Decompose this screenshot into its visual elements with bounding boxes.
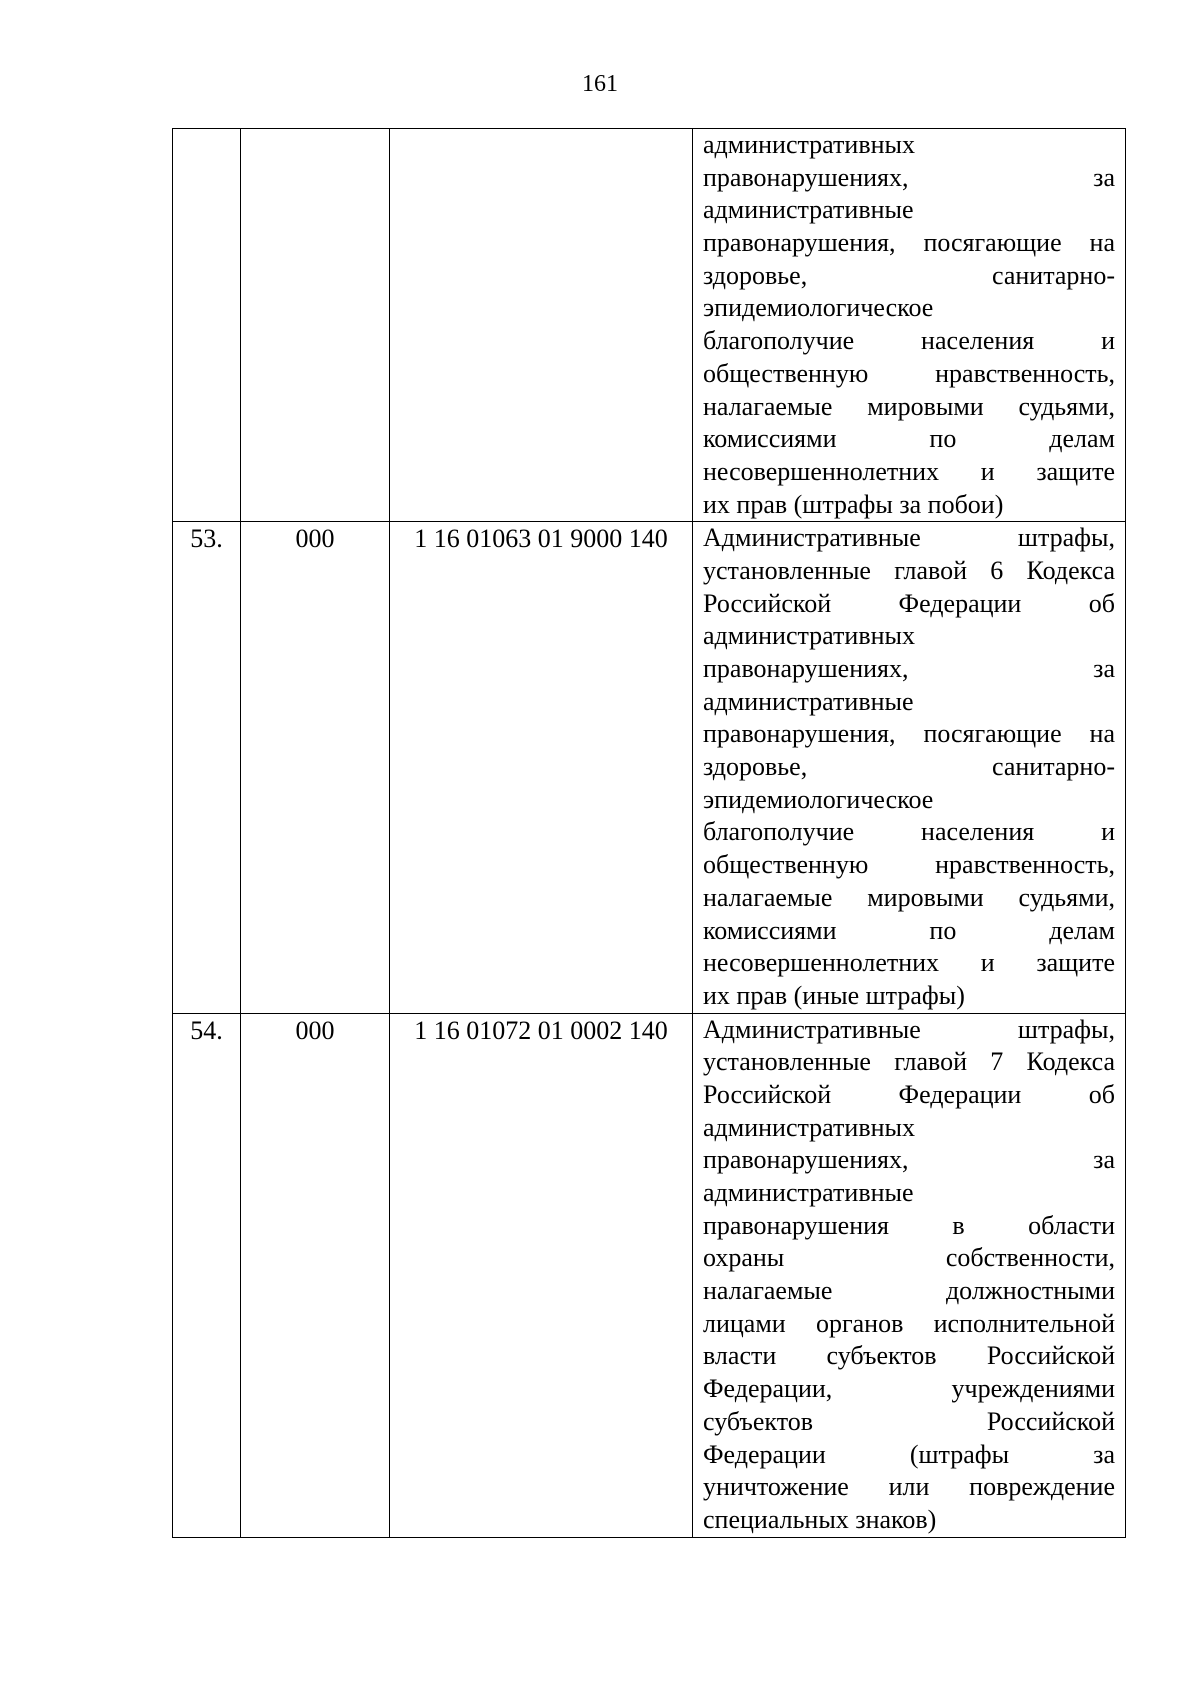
description-line: административных — [703, 1112, 915, 1142]
description-line: охраны собственности, — [703, 1243, 1115, 1273]
table-row — [173, 1013, 1126, 1537]
admin-code-cell — [241, 1013, 390, 1537]
row-number-cell — [173, 1013, 241, 1537]
row-number-cell-text: 54. — [190, 1015, 223, 1045]
admin-code-cell-text — [241, 129, 389, 130]
description-line: правонарушениях, за — [703, 1145, 1115, 1175]
admin-code-cell — [241, 129, 390, 522]
description-line: налагаемые должностными — [703, 1276, 1115, 1306]
description-line: правонарушения в области — [703, 1210, 1115, 1240]
kbk-code-cell-text — [390, 129, 692, 130]
description-line: эпидемиологическое — [703, 784, 934, 814]
description-line: административных — [703, 621, 915, 651]
description-line: установленные главой 7 Кодекса — [703, 1047, 1115, 1077]
kbk-code-cell-text: 1 16 01063 01 9000 140 — [414, 524, 668, 554]
kbk-code-cell-text: 1 16 01072 01 0002 140 — [414, 1015, 668, 1045]
description-line: налагаемые мировыми судьями, — [703, 882, 1115, 912]
description-line: административные — [703, 195, 914, 225]
description-line: административные — [703, 1178, 914, 1207]
description-line: их прав (иные штрафы) — [703, 980, 965, 1010]
admin-code-cell-text: 000 — [295, 1015, 335, 1045]
description-line: уничтожение или повреждение — [703, 1472, 1115, 1502]
description-line: здоровье, санитарно- — [703, 260, 1115, 290]
row-number-cell — [173, 129, 241, 522]
description-line: здоровье, санитарно- — [703, 752, 1115, 782]
description-line: налагаемые мировыми судьями, — [703, 391, 1115, 421]
description-line: Федерации (штрафы за — [703, 1439, 1115, 1469]
description-line: комиссиями по делам — [703, 424, 1115, 454]
description-line: благополучие населения и — [703, 817, 1115, 847]
table-body — [173, 129, 1126, 1538]
revenue-codes-table — [172, 128, 1126, 1538]
kbk-code-cell — [390, 1013, 693, 1537]
description-line: Российской Федерации об — [703, 1079, 1115, 1109]
description-line: правонарушениях, за — [703, 654, 1115, 683]
description-line: специальных знаков) — [703, 1504, 937, 1534]
row-number-cell-text — [173, 129, 240, 130]
row-number-cell — [173, 522, 241, 1013]
description-line: правонарушения, посягающие на — [703, 719, 1115, 749]
description-cell — [693, 522, 1126, 1013]
description-line: Российской Федерации об — [703, 588, 1115, 618]
description-cell — [693, 1013, 1126, 1537]
kbk-code-cell — [390, 522, 693, 1013]
admin-code-cell — [241, 522, 390, 1013]
admin-code-cell-text: 000 — [295, 524, 335, 554]
description-line: Административные штрафы, — [703, 1014, 1115, 1044]
description-line: установленные главой 6 Кодекса — [703, 555, 1115, 585]
description-line: Административные штрафы, — [703, 523, 1115, 553]
description-line: их прав (штрафы за побои) — [703, 489, 1004, 519]
description-line: комиссиями по делам — [703, 915, 1115, 945]
table-row — [173, 129, 1126, 522]
description-line: несовершеннолетних и защите — [703, 948, 1115, 978]
kbk-code-cell — [390, 129, 693, 522]
description-line: несовершеннолетних и защите — [703, 456, 1115, 486]
description-line: общественную нравственность, — [703, 850, 1115, 880]
description-line: власти субъектов Российской — [703, 1341, 1115, 1371]
description-line: эпидемиологическое — [703, 293, 934, 323]
description-line: административных — [703, 130, 915, 159]
row-number-cell-text: 53. — [190, 524, 223, 554]
page-number: 161 — [582, 71, 618, 97]
description-line: административные — [703, 686, 914, 716]
description-line: правонарушения, посягающие на — [703, 228, 1115, 258]
description-line: Федерации, учреждениями — [703, 1374, 1115, 1404]
description-line: общественную нравственность, — [703, 358, 1115, 388]
description-line: правонарушениях, за — [703, 162, 1115, 192]
description-line: лицами органов исполнительной — [703, 1308, 1115, 1338]
description-cell — [693, 129, 1126, 522]
description-line: субъектов Российской — [703, 1406, 1115, 1436]
table-row — [173, 522, 1126, 1013]
description-line: благополучие населения и — [703, 326, 1115, 356]
